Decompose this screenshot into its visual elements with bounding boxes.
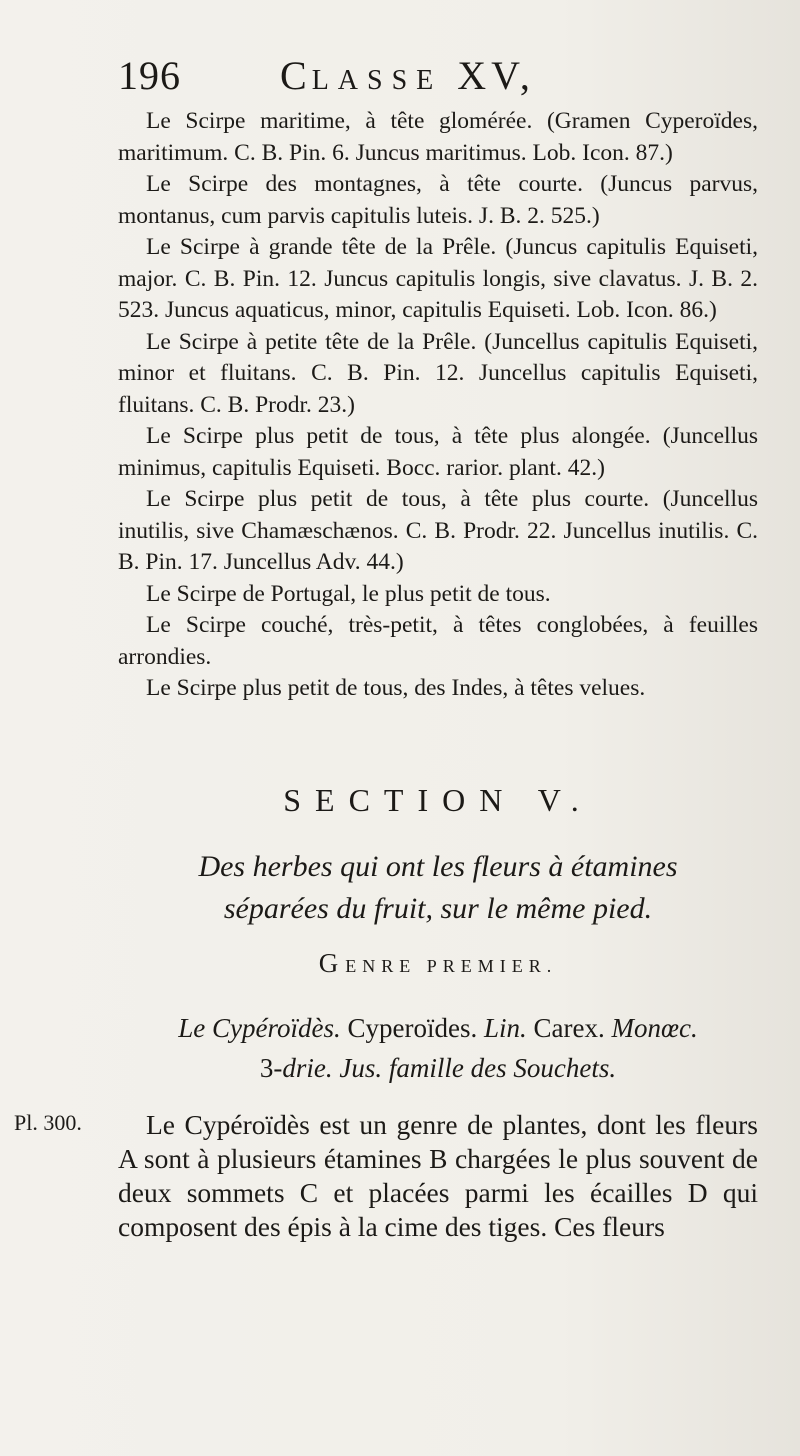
species-paragraph: Le Scirpe des montagnes, à tête courte. (Juncus parvus, montanus, cum parvis capitulis luteis. J. B. 2. 525.) xyxy=(118,171,758,229)
description-paragraph: Le Cypéroïdès est un genre de plantes, dont les fleurs A sont à plusieurs étamines B chargées le plus souvent de deux sommets C et placées parmi les écailles D qui composent des épis à la cime des tiges. Ces fleurs xyxy=(118,1109,758,1242)
genus-carex: Carex. xyxy=(533,1013,605,1043)
genre-title xyxy=(118,948,758,979)
running-head-initial: C xyxy=(280,53,312,98)
section-title: SECTION V. xyxy=(283,782,593,818)
genus-name-fr: Le Cypéroïdès. xyxy=(178,1013,341,1043)
section-subtitle xyxy=(118,846,758,930)
species-paragraph: Le Scirpe à petite tête de la Prêle. (Juncellus capitulis Equiseti, minor et fluitans. C. B. Pin. 12. Juncellus capitulis Equiseti, fluitans. C. B. Prodr. 23.) xyxy=(118,328,758,418)
species-paragraph: Le Scirpe couché, très-petit, à têtes conglobées, à feuilles arrondies. xyxy=(118,612,758,670)
genus-class-drie: drie. xyxy=(282,1053,333,1083)
running-head-smallcaps: LASSE xyxy=(311,65,443,96)
running-head-numeral: XV, xyxy=(457,53,535,98)
page-number: 196 xyxy=(118,53,181,98)
genus-heading xyxy=(118,1008,758,1088)
plate-reference: Pl. 300. xyxy=(14,1110,82,1135)
genus-heading-line xyxy=(118,1008,758,1048)
genus-description xyxy=(118,1108,758,1244)
genus-monoecia: Monœc. xyxy=(611,1013,698,1043)
genre-title-initial: G xyxy=(318,948,346,978)
section-subtitle-line: Des herbes qui ont les fleurs à étamines xyxy=(198,850,678,883)
species-list xyxy=(118,106,758,705)
genus-class-number: 3- xyxy=(259,1053,283,1083)
species-paragraph: Le Scirpe maritime, à tête glomérée. (Gramen Cyperoïdes, maritimum. C. B. Pin. 6. Juncus maritimus. Lob. Icon. 87.) xyxy=(118,108,758,166)
genus-name-latin: Cyperoïdes. xyxy=(347,1013,478,1043)
species-paragraph: Le Scirpe plus petit de tous, des Indes, à têtes velues. xyxy=(146,675,646,701)
running-head xyxy=(280,52,535,99)
species-paragraph: Le Scirpe à grande tête de la Prêle. (Juncus capitulis Equiseti, major. C. B. Pin. 12. Juncus capitulis longis, sive clavatus. J. B. 2. 523. Juncus aquaticus, minor, capitulis Equiseti. Lob. Icon. 86.) xyxy=(118,234,758,323)
species-paragraph: Le Scirpe plus petit de tous, à tête plus courte. (Juncellus inutilis, sive Chamæschænos. C. B. Prodr. 22. Juncellus inutilis. C. B. Pin. 17. Juncellus Adv. 44.) xyxy=(118,486,758,575)
page-header xyxy=(118,52,758,102)
species-paragraph: Le Scirpe de Portugal, le plus petit de tous. xyxy=(146,580,551,607)
linnaeus-label: Lin. xyxy=(483,1013,527,1043)
section-subtitle-line: séparées du fruit, sur le même pied. xyxy=(223,892,653,925)
genus-family: Jus. famille des Souchets. xyxy=(339,1053,617,1083)
genre-title-smallcaps: ENRE PREMIER. xyxy=(345,956,558,976)
genus-heading-line xyxy=(118,1048,758,1088)
species-paragraph: Le Scirpe plus petit de tous, à tête plus alongée. (Juncellus minimus, capitulis Equiseti. Bocc. rarior. plant. 42.) xyxy=(118,423,758,481)
